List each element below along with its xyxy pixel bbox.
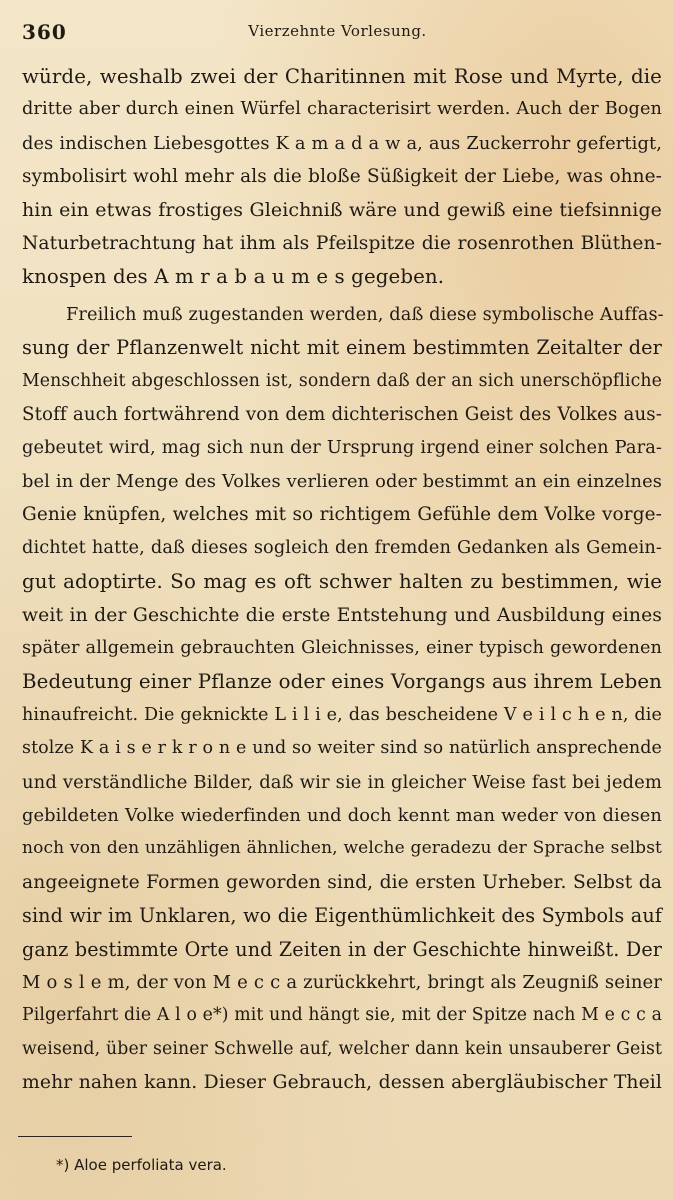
text-line: Freilich muß zugestanden werden, daß diese symbolische Auffas- — [66, 303, 664, 325]
text-line: symbolisirt wohl mehr als die bloße Süßigkeit der Liebe, was ohne- — [22, 166, 662, 188]
text-line: Menschheit abgeschlossen ist, sondern daß der an sich unerschöpfliche — [22, 370, 662, 391]
text-line: würde, weshalb zwei der Charitinnen mit Rose und Myrte, die — [22, 65, 662, 88]
text-line: sind wir im Unklaren, wo die Eigenthümlichkeit des Symbols auf — [22, 904, 662, 928]
text-line: Naturbetrachtung hat ihm als Pfeilspitze die rosenrothen Blüthen- — [22, 233, 662, 255]
text-line: weisend, über seiner Schwelle auf, welcher dann kein unsauberer Geist — [22, 1038, 662, 1059]
text-line: Bedeutung einer Pflanze oder eines Vorgangs aus ihrem Leben — [22, 670, 662, 694]
text-line: angeeignete Formen geworden sind, die ersten Urheber. Selbst da — [22, 871, 662, 893]
text-line: dichtet hatte, daß dieses sogleich den fremden Gedanken als Gemein- — [22, 537, 662, 558]
text-line: und verständliche Bilder, daß wir sie in gleicher Weise fast bei jedem — [22, 771, 662, 793]
paragraph-1 — [22, 60, 662, 294]
text-line: dritte aber durch einen Würfel characterisirt werden. Auch der Bogen — [22, 99, 662, 120]
text-line: gebildeten Volke wiederfinden und doch kennt man weder von diesen — [22, 804, 662, 826]
text-line: Genie knüpfen, welches mit so richtigem Gefühle dem Volke vorge- — [22, 504, 662, 526]
text-line: stolze K a i s e r k r o n e und so weiter sind so natürlich ansprechende — [22, 738, 662, 759]
text-line: sung der Pflanzenwelt nicht mit einem bestimmten Zeitalter der — [22, 336, 662, 360]
text-line: weit in der Geschichte die erste Entstehung und Ausbildung eines — [22, 604, 662, 626]
text-line: knospen des A m r a b a u m e s gegeben. — [22, 265, 445, 289]
page-header — [22, 20, 653, 50]
text-line: M o s l e m, der von M e c c a zurückkehrt, bringt als Zeugniß seiner — [22, 971, 662, 993]
paragraph-2 — [22, 298, 662, 1100]
footnote: *) Aloe perfoliata vera. — [56, 1156, 227, 1174]
text-line: hin ein etwas frostiges Gleichniß wäre und gewiß eine tiefsinnige — [22, 198, 662, 221]
footnote-divider — [18, 1136, 132, 1137]
body-text — [22, 60, 662, 1100]
text-line: hinaufreicht. Die geknickte L i l i e, das bescheidene V e i l c h e n, die — [22, 704, 662, 725]
page-number: 360 — [22, 20, 67, 44]
text-line: des indischen Liebesgottes K a m a d a w a, aus Zuckerrohr gefertigt, — [22, 132, 662, 154]
text-line: gebeutet wird, mag sich nun der Ursprung irgend einer solchen Para- — [22, 437, 662, 459]
text-line: Stoff auch fortwährend von dem dichterischen Geist des Volkes aus- — [22, 404, 662, 426]
text-line: mehr nahen kann. Dieser Gebrauch, dessen abergläubischer Theil — [22, 1072, 662, 1094]
running-title: Vierzehnte Vorlesung. — [248, 22, 427, 40]
text-line: Pilgerfahrt die A l o e*) mit und hängt sie, mit der Spitze nach M e c c a — [22, 1005, 662, 1026]
text-line: gut adoptirte. So mag es oft schwer halten zu bestimmen, wie — [22, 570, 662, 594]
text-line: später allgemein gebrauchten Gleichnisses, einer typisch gewordenen — [22, 637, 662, 658]
text-line: bel in der Menge des Volkes verlieren oder bestimmt an ein einzelnes — [22, 470, 662, 492]
text-line: ganz bestimmte Orte und Zeiten in der Geschichte hinweißt. Der — [22, 937, 662, 961]
text-line: noch von den unzähligen ähnlichen, welche geradezu der Sprache selbst — [22, 838, 662, 859]
